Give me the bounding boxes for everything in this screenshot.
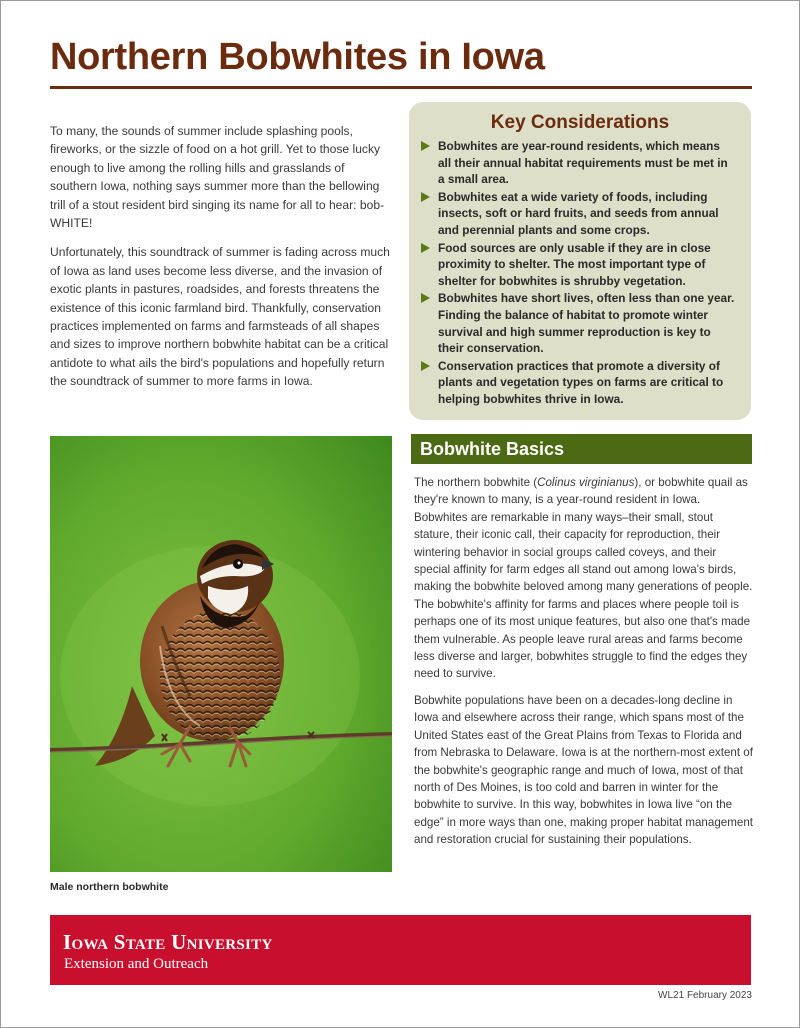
- basics-paragraph-2: Bobwhite populations have been on a decades-long decline in Iowa and elsewhere across their range, which spans most of the United States east of the Great Plains from Texas to Florida and from Nebraska to Delaware. Iowa is at the northern-most extent of the bobwhite's geographic range and much of Iowa, most of that north of Des Moines, is too cold and barren in winter for the bobwhite to survive. In this way, bobwhites in Iowa live “on the edge” in more ways than one, making proper habitat management and restoration crucial for sustaining their populations.: [414, 693, 753, 847]
- intro-paragraph-1: To many, the sounds of summer include splashing pools, fireworks, or the sizzle of food on a hot grill. Yet to those lucky enough to live among the rolling hills and grasslands of southern Iowa, nothing says summer more than the bellowing trill of a stout resident bird singing its name for all to hear: bob-WHITE!: [50, 124, 385, 231]
- basics-p1-start: The northern bobwhite (: [414, 476, 538, 489]
- key-item-text: Bobwhites eat a wide variety of foods, including insects, soft or hard fruits, and seeds from annual and perennial plants and some crops.: [438, 189, 719, 237]
- triangle-bullet-icon: [421, 293, 430, 303]
- triangle-bullet-icon: [421, 361, 430, 371]
- publication-id: WL21 February 2023: [658, 990, 752, 1001]
- isu-extension-line: Extension and Outreach: [64, 956, 209, 972]
- key-item-4: [421, 290, 735, 356]
- triangle-bullet-icon: [421, 141, 430, 151]
- triangle-bullet-icon: [421, 192, 430, 202]
- isu-wordmark: Iowa State University: [63, 930, 273, 954]
- key-considerations-list: [409, 138, 751, 408]
- scientific-name: Colinus virginianus: [537, 476, 635, 489]
- key-item-text: Bobwhites are year-round residents, which means all their annual habitat requirements must be met in a small area.: [438, 139, 728, 187]
- key-item-text: Conservation practices that promote a diversity of plants and vegetation types on farms are critical to helping bobwhites thrive in Iowa.: [438, 358, 724, 406]
- key-item-text: Food sources are only usable if they are in close proximity to shelter. The most important type of shelter for bobwhites is shrubby vegetation.: [438, 240, 711, 288]
- section-heading-bobwhite-basics: Bobwhite Basics: [411, 434, 752, 464]
- bobwhite-photo-graphic: [50, 436, 392, 872]
- key-considerations-title: Key Considerations: [490, 112, 670, 133]
- bobwhite-basics-text: [414, 474, 754, 858]
- isu-footer-band: [50, 915, 751, 985]
- basics-p1-rest: ), or bobwhite quail as they're known to many, is a year-round resident in Iowa. Bobwhites are remarkable in many ways–their small, stout stature, their iconic call, their capacity for reproduction, their wintering behavior in social groups called coveys, and their special affinity for farm edges all stand out among Iowa's birds, making the bobwhite beloved among many generations of people. The bobwhite's affinity for farms and places where people toil is perhaps one of its most unique features, but also one that's made them vulnerable. As people leave rural areas and farms become less diverse and larger, bobwhites struggle to find the edges they need to survive.: [414, 476, 753, 681]
- key-item-2: [421, 189, 735, 239]
- basics-paragraph-1: [414, 474, 754, 683]
- triangle-bullet-icon: [421, 243, 430, 253]
- key-item-1: [421, 138, 735, 188]
- page-title: Northern Bobwhites in Iowa: [50, 36, 545, 78]
- title-rule: [50, 86, 752, 89]
- intro-paragraph-2: Unfortunately, this soundtrack of summer is fading across much of Iowa as land uses become less diverse, and the invasion of exotic plants in pastures, roadsides, and forests threatens the existence of this iconic farmland bird. Thankfully, conservation practices implemented on farms and farmsteads of all shapes and sizes to improve northern bobwhite habitat can be a critical antidote to what ails the bird's populations and hopefully return the soundtrack of summer to more farms in Iowa.: [50, 245, 390, 389]
- key-considerations-box: [409, 102, 751, 420]
- bobwhite-photo: [50, 436, 392, 872]
- key-item-5: [421, 358, 735, 408]
- photo-caption: Male northern bobwhite: [50, 881, 169, 893]
- key-item-3: [421, 240, 735, 290]
- key-item-text: Bobwhites have short lives, often less than one year. Finding the balance of habitat to promote winter survival and high summer reproduction is key to their conservation.: [438, 291, 735, 356]
- intro-text: [50, 122, 390, 402]
